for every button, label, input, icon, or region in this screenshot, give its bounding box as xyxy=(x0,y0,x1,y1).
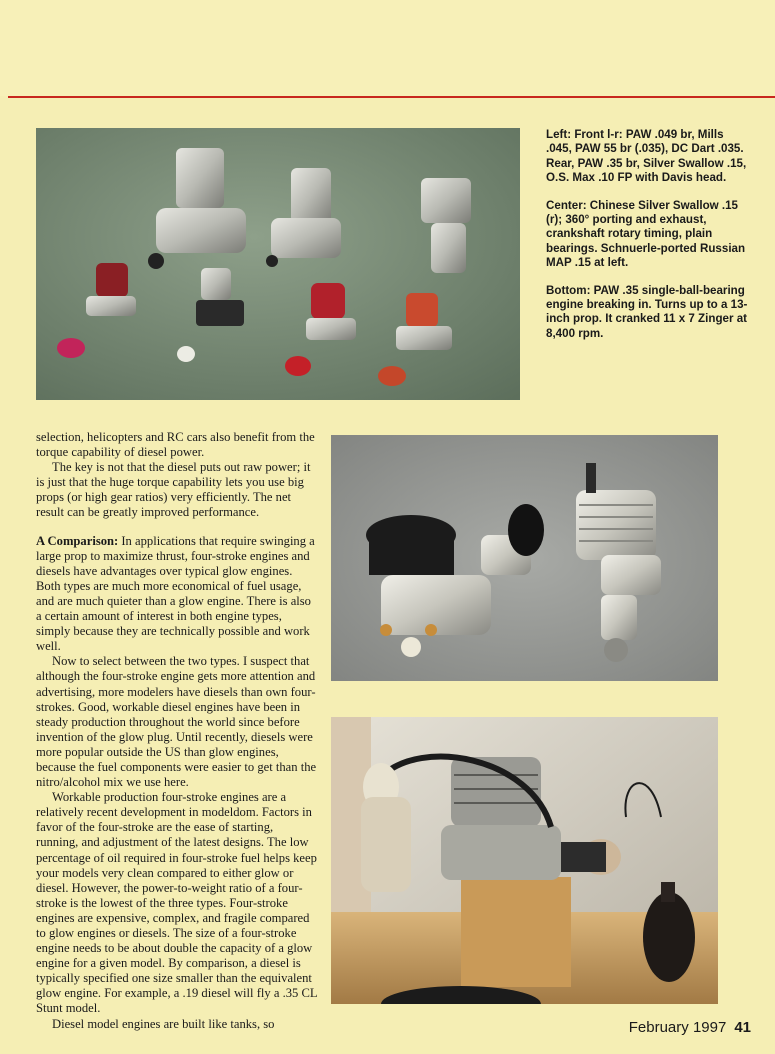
section-heading-comparison: A Comparison: xyxy=(36,533,119,548)
caption-left: Left: Front l-r: PAW .049 br, Mills .045, PAW 55 br (.035), DC Dart .035. Rear, PAW .35 br, Silver Swallow .15, O.S. Max .10 FP with Davis head. xyxy=(546,128,747,185)
paragraph-6: Diesel model engines are built like tanks, so xyxy=(52,1016,275,1031)
caption-center: Center: Chinese Silver Swallow .15 (r); 360° porting and exhaust, crankshaft rotary timing, plain bearings. Schnuerle-ported Russian MAP .15 at left. xyxy=(546,198,746,270)
paragraph-2: The key is not that the diesel puts out raw power; it is just that the huge torque capability lets you use big props (or high gear ratios) very efficiently. The net result can be greatly improved performance. xyxy=(36,460,311,520)
engine-test-stand-photo xyxy=(331,717,718,1004)
issue-date: February 1997 xyxy=(628,1019,727,1036)
article-body xyxy=(36,430,318,1032)
paragraph-5: Workable production four-stroke engines are a relatively recent development in modeldom. Factors in favor of the four-stroke are the ease of starting, running, and adjustment of the latest designs. The low percentage of oil required in four-stroke fuel helps keep your models very clean compared to either glow or diesel. However, the power-to-weight ratio of a four-stroke is the lowest of the three types. Four-stroke engines are expensive, complex, and fragile compared to glow engines or diesels. The size of a four-stroke engine needs to be about double the capacity of a glow engine for a given model. By comparison, a diesel is typically specified one size smaller than the equivalent glow engine. For example, a .19 diesel will fly a .35 CL Stunt model. xyxy=(36,790,318,1016)
caption-bottom: Bottom: PAW .35 single-ball-bearing engine breaking in. Turns up to a 13-inch prop. It cranked 11 x 7 Zinger at 8,400 rpm. xyxy=(546,283,748,340)
engines-group-photo xyxy=(36,128,520,400)
photo-captions xyxy=(546,128,751,354)
paragraph-1: selection, helicopters and RC cars also benefit from the torque capability of diesel power. xyxy=(36,430,315,460)
page-header-area xyxy=(0,0,775,96)
paragraph-3 xyxy=(36,534,318,655)
header-rule xyxy=(8,96,775,98)
page-number: 41 xyxy=(734,1019,751,1036)
two-engines-photo xyxy=(331,435,718,681)
paragraph-3-text: In applications that require swinging a large prop to maximize thrust, four-stroke engines and diesels have advantages over typical glow engines. Both types are much more economical of fuel usage, and are much quieter than a glow engine. There is also a certain amount of interest in both engine types, simply because they are technically possible and work well. xyxy=(36,533,315,654)
page-folio xyxy=(629,1019,751,1036)
paragraph-4: Now to select between the two types. I suspect that although the four-stroke engine gets more attention and advertising, more modelers have diesels than own four-strokes. Good, workable diesel engines have been in steady production throughout the world since before invention of the glow plug. Until recently, diesels were more popular outside the US than glow engines, because the fuel components were easier to get than the nitro/alcohol mix we use here. xyxy=(36,654,317,790)
